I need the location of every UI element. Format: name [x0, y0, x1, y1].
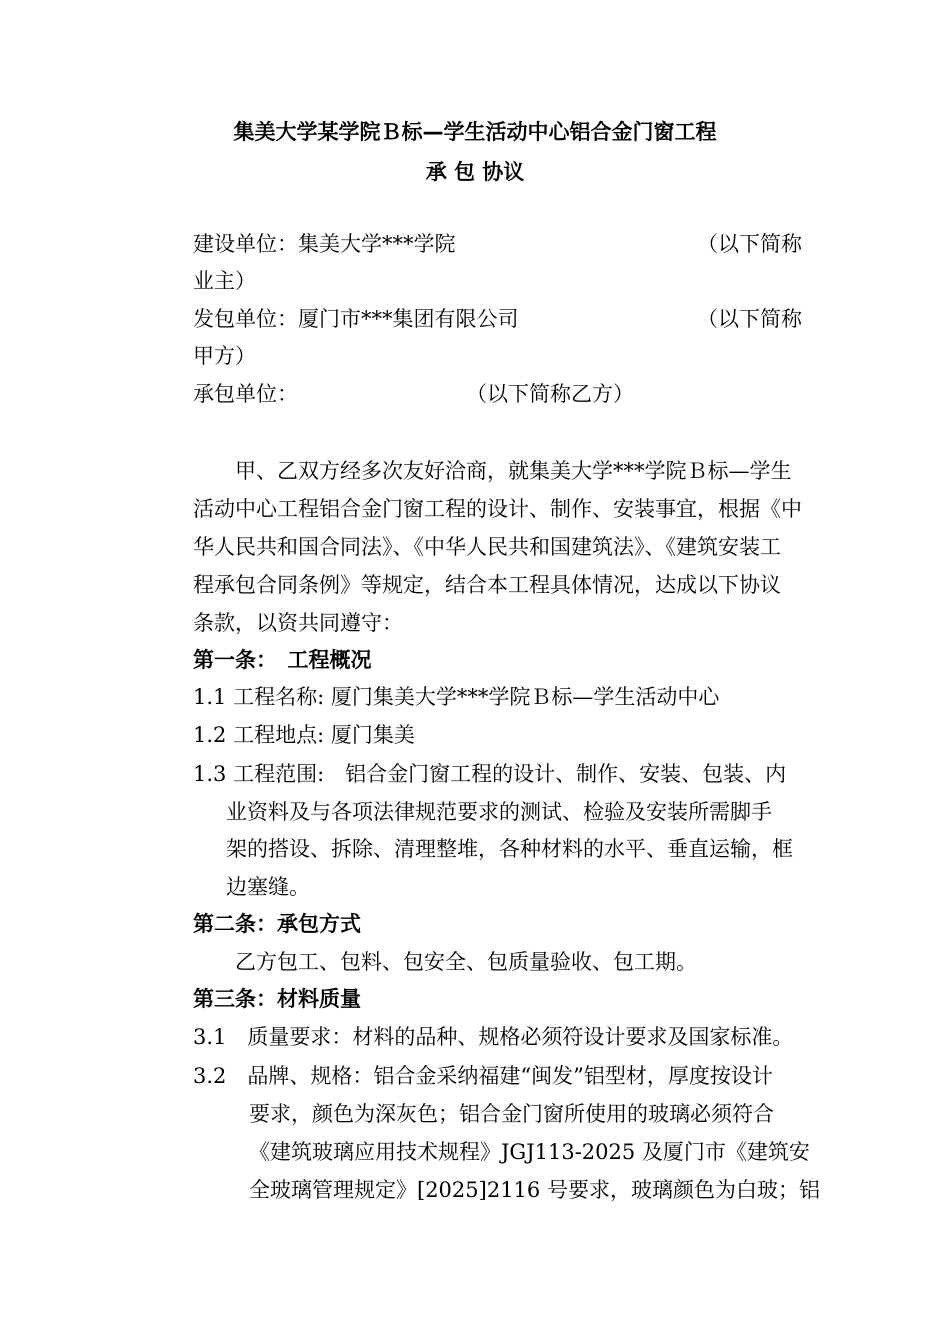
document-subtitle: 承 包 协议 [425, 160, 525, 184]
preamble-line: 华人民共和国合同法》、《中华人民共和国建筑法》、《建筑安装工 [193, 535, 781, 559]
article1-item: 1.2 工程地点: 厦门集美 [193, 723, 415, 747]
article1-heading: 第一条： 工程概况 [193, 648, 372, 672]
article1-item: 1.3 工程范围: 铝合金门窗工程的设计、制作、安装、包装、内 [193, 762, 787, 786]
preamble-line: 甲、乙双方经多次友好洽商，就集美大学***学院Ｂ标—学生 [235, 459, 792, 483]
employer-line: 发包单位：厦门市***集团有限公司 [193, 307, 519, 331]
article1-item-cont: 架的搭设、拆除、清理整堆，各种材料的水平、垂直运输，框 [226, 837, 793, 861]
article1-item: 1.1 工程名称: 厦门集美大学***学院Ｂ标—学生活动中心 [193, 685, 720, 709]
owner-line: 建设单位：集美大学***学院 [193, 232, 456, 256]
employer-note: （以下简称 [697, 307, 802, 331]
contractor-note: （以下简称乙方） [466, 382, 634, 406]
article3-item-cont: 《建筑玻璃应用技术规程》JGJ113-2025 及厦门市《建筑安 [249, 1140, 810, 1164]
article2-heading: 第二条：承包方式 [193, 912, 361, 936]
article3-item: 3.2 品牌、规格：铝合金采纳福建“闽发”铝型材，厚度按设计 [193, 1064, 773, 1088]
preamble-line: 活动中心工程铝合金门窗工程的设计、制作、安装事宜，根据《中 [193, 497, 802, 521]
article2-text: 乙方包工、包料、包安全、包质量验收、包工期。 [235, 950, 697, 974]
preamble-line: 条款，以资共同遵守： [193, 611, 403, 635]
article1-item-cont: 边塞缝。 [226, 875, 310, 899]
article1-item-cont: 业资料及与各项法律规范要求的测试、检验及安装所需脚手 [226, 800, 772, 824]
article3-item-cont: 全玻璃管理规定》[2025]2116 号要求，玻璃颜色为白玻；铝 [249, 1178, 820, 1202]
owner-note-cont: 业主） [193, 269, 256, 293]
preamble-line: 程承包合同条例》等规定，结合本工程具体情况，达成以下协议 [193, 573, 781, 597]
article3-item: 3.1 质量要求：材料的品种、规格必须符设计要求及国家标准。 [193, 1025, 794, 1049]
contractor-line: 承包单位： [193, 382, 298, 406]
article3-item-cont: 要求，颜色为深灰色；铝合金门窗所使用的玻璃必须符合 [249, 1102, 774, 1126]
article3-heading: 第三条：材料质量 [193, 987, 361, 1011]
owner-note: （以下简称 [697, 232, 802, 256]
employer-note-cont: 甲方） [193, 344, 256, 368]
document-title: 集美大学某学院Ｂ标—学生活动中心铝合金门窗工程 [233, 120, 717, 144]
